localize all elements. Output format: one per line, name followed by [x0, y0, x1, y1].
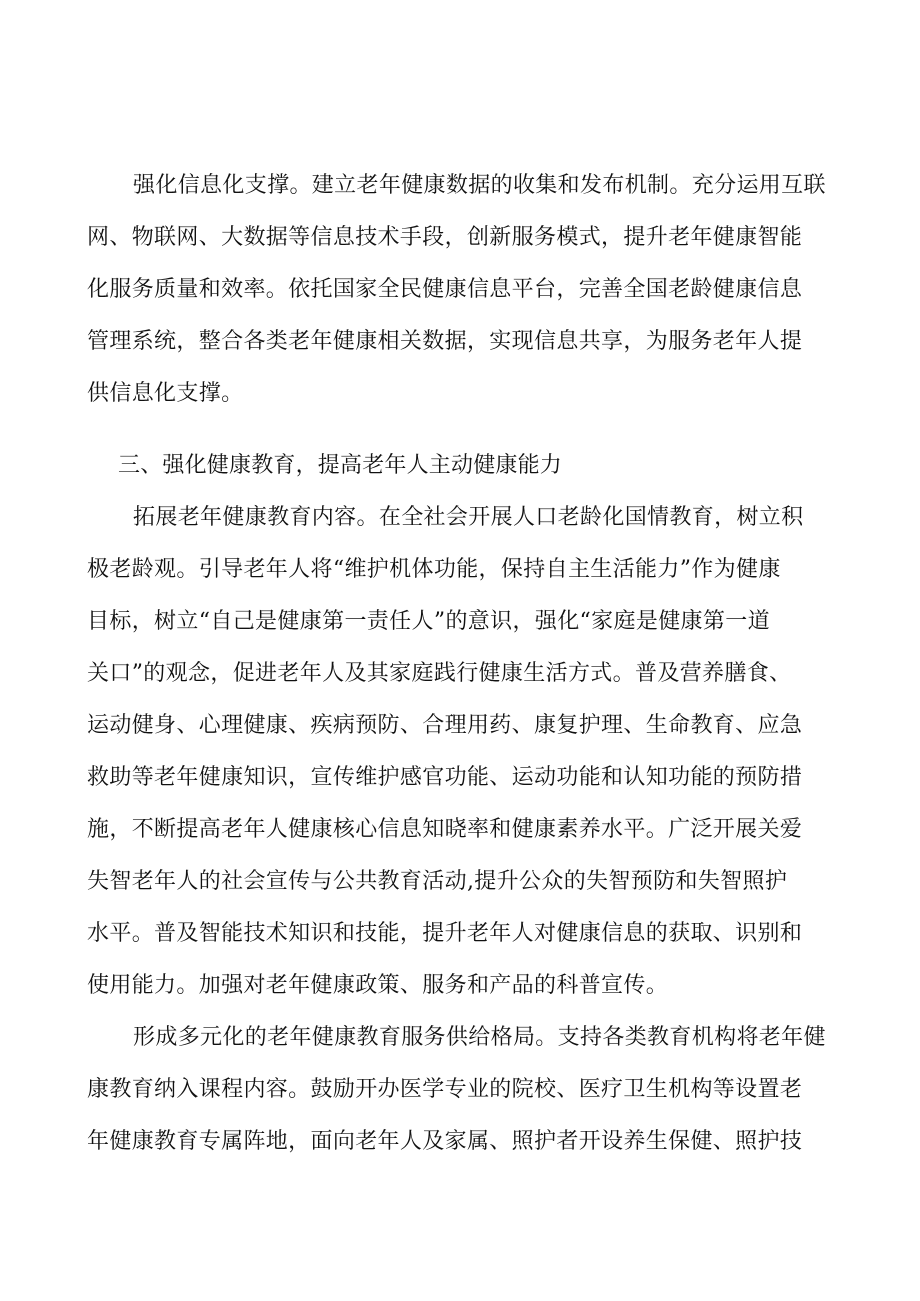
paragraph-line: 失智老年人的社会宣传与公共教育活动,提升公众的失智预防和失智照护: [87, 869, 788, 894]
paragraph-line: 极老龄观。引导老年人将“维护机体功能，保持自主生活能力”作为健康: [87, 557, 781, 582]
paragraph-line: 施，不断提高老年人健康核心信息知晓率和健康素养水平。广泛开展关爱: [87, 817, 803, 842]
paragraph-line: 网、物联网、大数据等信息技术手段，创新服务模式，提升老年健康智能: [87, 225, 803, 250]
paragraph-line: 目标，树立“自己是健康第一责任人”的意识，强化“家庭是健康第一道: [87, 609, 770, 634]
paragraph-line: 供信息化支撑。: [87, 381, 244, 406]
paragraph-line: 关口”的观念，促进老年人及其家庭践行健康生活方式。普及营养膳食、: [87, 661, 792, 686]
paragraph-line: 运动健身、心理健康、疾病预防、合理用药、康复护理、生命教育、应急: [87, 713, 803, 738]
paragraph-line: 救助等老年健康知识，宣传维护感官功能、运动功能和认知功能的预防措: [87, 765, 803, 790]
paragraph-line: 管理系统，整合各类老年健康相关数据，实现信息共享，为服务老年人提: [87, 329, 803, 354]
paragraph-line: 康教育纳入课程内容。鼓励开办医学专业的院校、医疗卫生机构等设置老: [87, 1077, 803, 1102]
paragraph-line: 年健康教育专属阵地，面向老年人及家属、照护者开设养生保健、照护技: [87, 1129, 803, 1154]
section-heading-text: 三、强化健康教育，提高老年人主动健康能力: [118, 453, 563, 478]
paragraph-line: 使用能力。加强对老年健康政策、服务和产品的科普宣传。: [87, 973, 669, 998]
paragraph-line: 形成多元化的老年健康教育服务供给格局。支持各类教育机构将老年健: [133, 1025, 826, 1050]
paragraph-line: 拓展老年健康教育内容。在全社会开展人口老龄化国情教育，树立积: [133, 505, 804, 530]
paragraph-line: 强化信息化支撑。建立老年健康数据的收集和发布机制。充分运用互联: [133, 173, 826, 198]
paragraph-line: 化服务质量和效率。依托国家全民健康信息平台，完善全国老龄健康信息: [87, 277, 803, 302]
paragraph-line: 水平。普及智能技术知识和技能，提升老年人对健康信息的获取、识别和: [87, 921, 803, 946]
